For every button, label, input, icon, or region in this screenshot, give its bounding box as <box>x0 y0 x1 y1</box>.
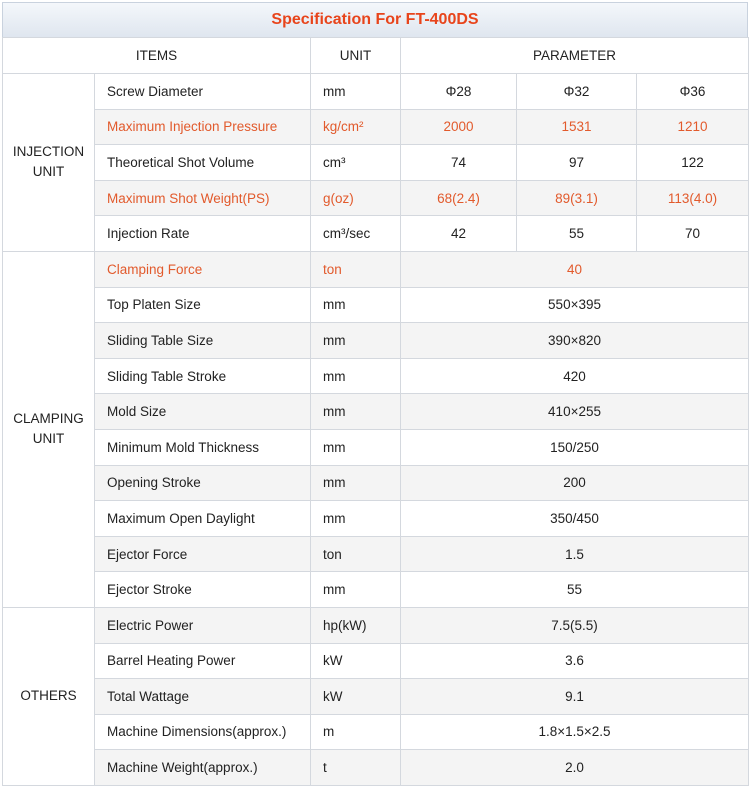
row-label: Theoretical Shot Volume <box>95 145 311 181</box>
row-label: Maximum Injection Pressure <box>95 109 311 145</box>
row-label: Injection Rate <box>95 216 311 252</box>
table-row <box>3 501 749 537</box>
row-label: Minimum Mold Thickness <box>95 429 311 465</box>
row-value: 150/250 <box>401 429 749 465</box>
row-unit: m <box>311 714 401 750</box>
spec-table <box>2 37 749 786</box>
row-value: 113(4.0) <box>637 180 749 216</box>
row-value: Φ32 <box>517 74 637 110</box>
row-unit: ton <box>311 251 401 287</box>
row-value: 420 <box>401 358 749 394</box>
row-label: Screw Diameter <box>95 74 311 110</box>
row-value: 550×395 <box>401 287 749 323</box>
table-row <box>3 572 749 608</box>
group-injection-line: INJECTION <box>12 144 85 160</box>
row-label: Total Wattage <box>95 679 311 715</box>
spec-sheet <box>2 2 748 786</box>
spec-table-body <box>3 38 749 786</box>
header-unit: UNIT <box>311 38 401 74</box>
row-label: Machine Weight(approx.) <box>95 750 311 786</box>
table-row <box>3 714 749 750</box>
row-label: Sliding Table Size <box>95 323 311 359</box>
row-value: 350/450 <box>401 501 749 537</box>
row-value: 410×255 <box>401 394 749 430</box>
row-label: Barrel Heating Power <box>95 643 311 679</box>
row-unit: mm <box>311 429 401 465</box>
row-label: Ejector Stroke <box>95 572 311 608</box>
table-row <box>3 465 749 501</box>
row-value: 97 <box>517 145 637 181</box>
row-label: Opening Stroke <box>95 465 311 501</box>
table-row <box>3 251 749 287</box>
row-label: Maximum Open Daylight <box>95 501 311 537</box>
group-injection <box>3 74 95 252</box>
header-items: ITEMS <box>3 38 311 74</box>
row-unit: kW <box>311 643 401 679</box>
row-label: Electric Power <box>95 607 311 643</box>
row-value: 40 <box>401 251 749 287</box>
row-value: 390×820 <box>401 323 749 359</box>
table-row <box>3 287 749 323</box>
row-unit: cm³/sec <box>311 216 401 252</box>
row-unit: mm <box>311 287 401 323</box>
spec-title: Specification For FT-400DS <box>2 2 748 37</box>
row-unit: cm³ <box>311 145 401 181</box>
table-row <box>3 394 749 430</box>
row-unit: mm <box>311 465 401 501</box>
row-label: Maximum Shot Weight(PS) <box>95 180 311 216</box>
row-unit: kW <box>311 679 401 715</box>
header-parameter: PARAMETER <box>401 38 749 74</box>
row-value: 70 <box>637 216 749 252</box>
row-value: 55 <box>517 216 637 252</box>
table-row <box>3 109 749 145</box>
row-unit: mm <box>311 572 401 608</box>
row-value: 200 <box>401 465 749 501</box>
table-row <box>3 429 749 465</box>
row-value: 3.6 <box>401 643 749 679</box>
row-value: 2000 <box>401 109 517 145</box>
row-label: Sliding Table Stroke <box>95 358 311 394</box>
row-label: Ejector Force <box>95 536 311 572</box>
header-row <box>3 38 749 74</box>
table-row <box>3 643 749 679</box>
row-value: 122 <box>637 145 749 181</box>
table-row <box>3 180 749 216</box>
row-value: 1.8×1.5×2.5 <box>401 714 749 750</box>
row-value: 68(2.4) <box>401 180 517 216</box>
row-label: Machine Dimensions(approx.) <box>95 714 311 750</box>
group-others <box>3 607 95 785</box>
table-row <box>3 74 749 110</box>
row-unit: mm <box>311 394 401 430</box>
row-unit: mm <box>311 501 401 537</box>
group-injection-line: UNIT <box>32 164 65 180</box>
row-value: Φ36 <box>637 74 749 110</box>
row-unit: mm <box>311 358 401 394</box>
group-others-line: OTHERS <box>20 688 77 704</box>
row-value: 74 <box>401 145 517 181</box>
row-value: Φ28 <box>401 74 517 110</box>
row-label: Mold Size <box>95 394 311 430</box>
table-row <box>3 750 749 786</box>
row-value: 1.5 <box>401 536 749 572</box>
group-clamping-line: CLAMPING <box>13 411 84 427</box>
row-value: 7.5(5.5) <box>401 607 749 643</box>
table-row <box>3 145 749 181</box>
row-value: 42 <box>401 216 517 252</box>
row-unit: mm <box>311 74 401 110</box>
row-value: 89(3.1) <box>517 180 637 216</box>
row-unit: t <box>311 750 401 786</box>
table-row <box>3 323 749 359</box>
row-unit: hp(kW) <box>311 607 401 643</box>
group-clamping <box>3 251 95 607</box>
row-unit: g(oz) <box>311 180 401 216</box>
table-row <box>3 607 749 643</box>
row-value: 2.0 <box>401 750 749 786</box>
row-value: 55 <box>401 572 749 608</box>
row-value: 1531 <box>517 109 637 145</box>
row-label: Clamping Force <box>95 251 311 287</box>
row-value: 9.1 <box>401 679 749 715</box>
row-unit: kg/cm² <box>311 109 401 145</box>
row-value: 1210 <box>637 109 749 145</box>
table-row <box>3 536 749 572</box>
group-clamping-line: UNIT <box>32 431 65 447</box>
row-unit: ton <box>311 536 401 572</box>
table-row <box>3 358 749 394</box>
table-row <box>3 216 749 252</box>
table-row <box>3 679 749 715</box>
row-label: Top Platen Size <box>95 287 311 323</box>
row-unit: mm <box>311 323 401 359</box>
